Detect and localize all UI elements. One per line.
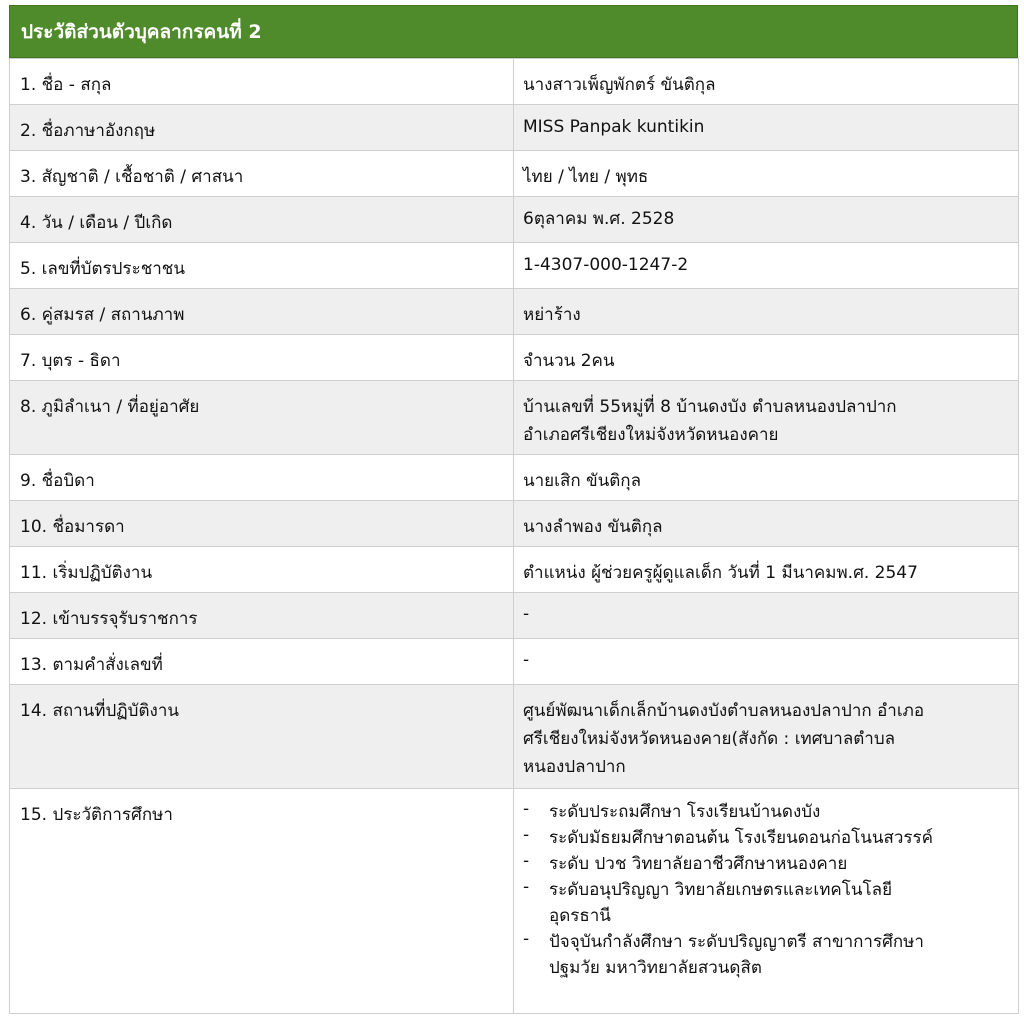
list-item: - ระดับอนุปริญญา วิทยาลัยเกษตรและเทคโนโลยี อุดรธานี xyxy=(523,877,893,926)
row-label: 4. วัน / เดือน / ปีเกิด xyxy=(10,197,514,243)
table-row xyxy=(10,243,1019,289)
row-label: 5. เลขที่บัตรประชาชน xyxy=(10,243,514,289)
table-row xyxy=(10,455,1019,501)
table-row xyxy=(10,547,1019,593)
profile-title: ประวัติส่วนตัวบุคลากรคนที่ 2 xyxy=(21,20,262,43)
table-row xyxy=(10,685,1019,789)
row-label: 11. เริ่มปฏิบัติงาน xyxy=(10,547,514,593)
row-value: นางสาวเพ็ญพักตร์ ขันติกุล xyxy=(514,59,1019,105)
row-label: 7. บุตร - ธิดา xyxy=(10,335,514,381)
row-value: ศูนย์พัฒนาเด็กเล็กบ้านดงบังตำบลหนองปลาปาก อำเภอ ศรีเชียงใหม่จังหวัดหนองคาย(สังกัด : เทศบาลตำบล หนองปลาปาก xyxy=(514,685,1019,789)
education-list-cell xyxy=(514,789,1019,1014)
row-label: 12. เข้าบรรจุรับราชการ xyxy=(10,593,514,639)
row-label: 13. ตามคำสั่งเลขที่ xyxy=(10,639,514,685)
profile-table xyxy=(9,58,1019,1014)
row-value: 6ตุลาคม พ.ศ. 2528 xyxy=(514,197,1019,243)
row-value: บ้านเลขที่ 55หมู่ที่ 8 บ้านดงบัง ตำบลหนองปลาปาก อำเภอศรีเชียงใหม่จังหวัดหนองคาย xyxy=(514,381,1019,455)
row-value: - xyxy=(514,639,1019,685)
list-item: - ปัจจุบันกำลังศึกษา ระดับปริญญาตรี สาขาการศึกษา ปฐมวัย มหาวิทยาลัยสวนดุสิต xyxy=(523,929,924,978)
table-row xyxy=(10,335,1019,381)
row-value: หย่าร้าง xyxy=(514,289,1019,335)
profile-sheet xyxy=(9,5,1018,1014)
table-row xyxy=(10,105,1019,151)
table-row xyxy=(10,59,1019,105)
row-label: 9. ชื่อบิดา xyxy=(10,455,514,501)
education-list xyxy=(523,799,1008,981)
row-label: 10. ชื่อมารดา xyxy=(10,501,514,547)
table-row xyxy=(10,501,1019,547)
row-label: 2. ชื่อภาษาอังกฤษ xyxy=(10,105,514,151)
row-value: จำนวน 2คน xyxy=(514,335,1019,381)
row-label: 15. ประวัติการศึกษา xyxy=(10,789,514,1014)
row-label: 1. ชื่อ - สกุล xyxy=(10,59,514,105)
row-value: - xyxy=(514,593,1019,639)
list-item: - ระดับมัธยมศึกษาตอนต้น โรงเรียนดอนก่อโนนสวรรค์ xyxy=(523,825,934,848)
table-row xyxy=(10,593,1019,639)
row-value: นายเสิก ขันติกุล xyxy=(514,455,1019,501)
table-row xyxy=(10,151,1019,197)
table-row xyxy=(10,381,1019,455)
row-label: 8. ภูมิลำเนา / ที่อยู่อาศัย xyxy=(10,381,514,455)
row-value: MISS Panpak kuntikin xyxy=(514,105,1019,151)
row-value: ตำแหน่ง ผู้ช่วยครูผู้ดูแลเด็ก วันที่ 1 มีนาคมพ.ศ. 2547 xyxy=(514,547,1019,593)
table-row xyxy=(10,639,1019,685)
row-label: 14. สถานที่ปฏิบัติงาน xyxy=(10,685,514,789)
row-label: 3. สัญชาติ / เชื้อชาติ / ศาสนา xyxy=(10,151,514,197)
table-row xyxy=(10,789,1019,1014)
row-value: นางลำพอง ขันติกุล xyxy=(514,501,1019,547)
row-value: 1-4307-000-1247-2 xyxy=(514,243,1019,289)
list-item: - ระดับ ปวช วิทยาลัยอาชีวศึกษาหนองคาย xyxy=(523,851,848,874)
profile-header xyxy=(9,5,1018,58)
row-label: 6. คู่สมรส / สถานภาพ xyxy=(10,289,514,335)
row-value: ไทย / ไทย / พุทธ xyxy=(514,151,1019,197)
table-row xyxy=(10,197,1019,243)
table-row xyxy=(10,289,1019,335)
list-item: - ระดับประถมศึกษา โรงเรียนบ้านดงบัง xyxy=(523,799,821,822)
